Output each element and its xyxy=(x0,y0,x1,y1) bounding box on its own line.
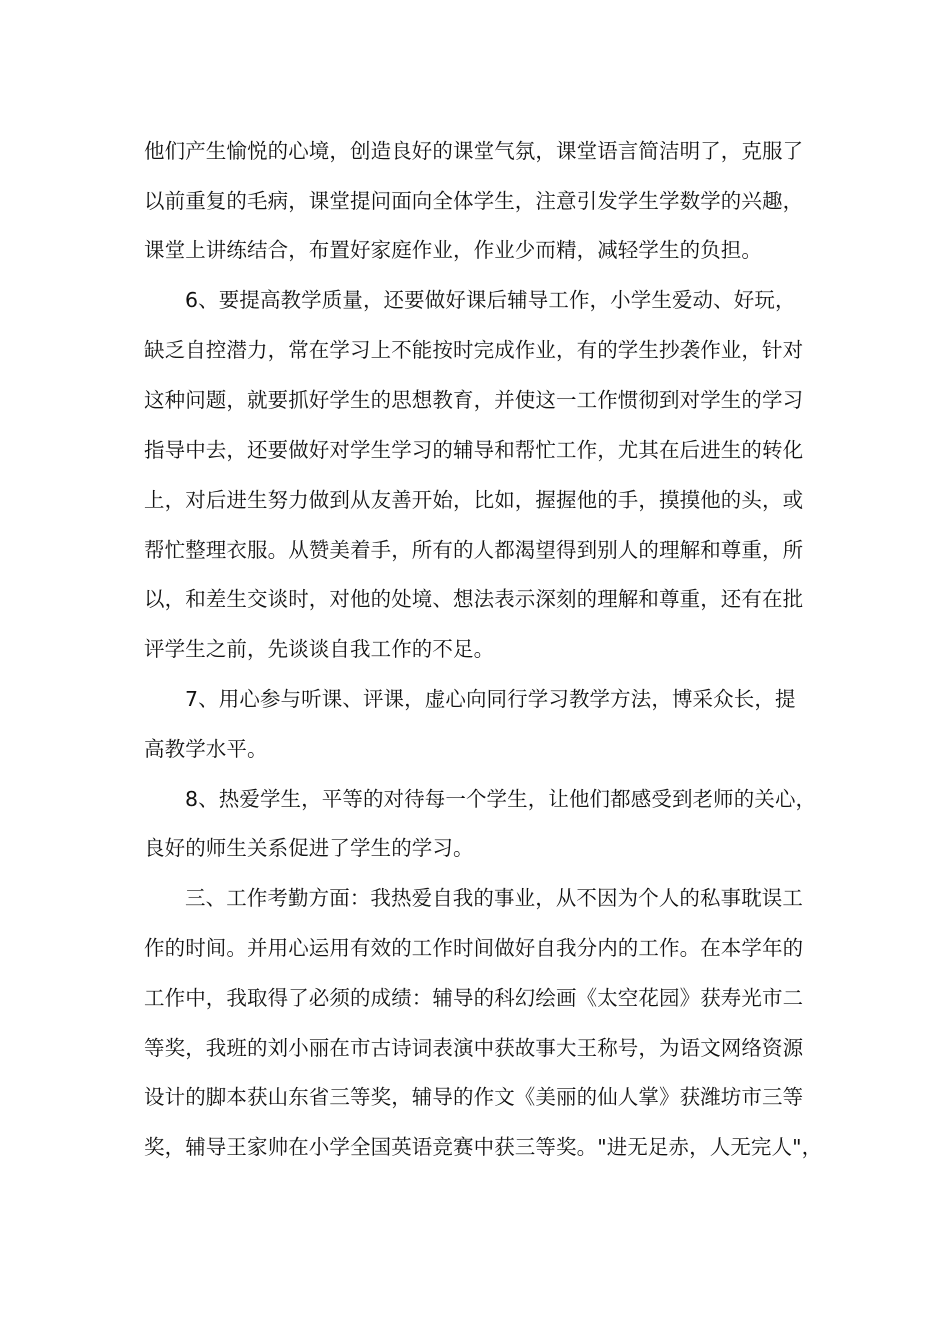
text-line: 缺乏自控潜力，常在学习上不能按时完成作业，有的学生抄袭作业，针对 xyxy=(144,338,804,362)
text-line: 上，对后进生努力做到从友善开始，比如，握握他的手，摸摸他的头，或 xyxy=(144,488,804,512)
paragraph-7-start: 7、用心参与听课、评课，虚心向同行学习教学方法，博采众长，提 xyxy=(185,687,796,711)
text-line: 作的时间。并用心运用有效的工作时间做好自我分内的工作。在本学年的 xyxy=(144,936,804,960)
text-line: 良好的师生关系促进了学生的学习。 xyxy=(144,836,474,860)
paragraph-8-start: 8、热爱学生，平等的对待每一个学生，让他们都感受到老师的关心， xyxy=(185,787,817,811)
section-3-start: 三、工作考勤方面：我热爱自我的事业，从不因为个人的私事耽误工 xyxy=(185,886,803,910)
paragraph-6-start: 6、要提高教学质量，还要做好课后辅导工作，小学生爱动、好玩， xyxy=(185,288,796,312)
text-line: 这种问题，就要抓好学生的思想教育，并使这一工作惯彻到对学生的学习 xyxy=(144,388,804,412)
text-line: 高教学水平。 xyxy=(144,737,268,761)
text-line: 以，和差生交谈时，对他的处境、想法表示深刻的理解和尊重，还有在批 xyxy=(144,587,804,611)
text-line: 工作中，我取得了必须的成绩：辅导的科幻绘画《太空花园》获寿光市二 xyxy=(144,986,804,1010)
text-line: 奖，辅导王家帅在小学全国英语竞赛中获三等奖。"进无足赤，人无完人"， xyxy=(144,1135,823,1159)
text-line: 设计的脚本获山东省三等奖，辅导的作文《美丽的仙人掌》获潍坊市三等 xyxy=(144,1085,804,1109)
text-line: 课堂上讲练结合，布置好家庭作业，作业少而精，减轻学生的负担。 xyxy=(144,238,762,262)
text-line: 指导中去，还要做好对学生学习的辅导和帮忙工作，尤其在后进生的转化 xyxy=(144,438,804,462)
text-line: 评学生之前，先谈谈自我工作的不足。 xyxy=(144,637,495,661)
text-line: 以前重复的毛病，课堂提问面向全体学生，注意引发学生学数学的兴趣， xyxy=(144,189,804,213)
text-line: 他们产生愉悦的心境，创造良好的课堂气氛，课堂语言简洁明了，克服了 xyxy=(144,139,804,163)
text-line: 帮忙整理衣服。从赞美着手，所有的人都渴望得到别人的理解和尊重，所 xyxy=(144,538,804,562)
text-line: 等奖，我班的刘小丽在市古诗词表演中获故事大王称号，为语文网络资源 xyxy=(144,1036,804,1060)
